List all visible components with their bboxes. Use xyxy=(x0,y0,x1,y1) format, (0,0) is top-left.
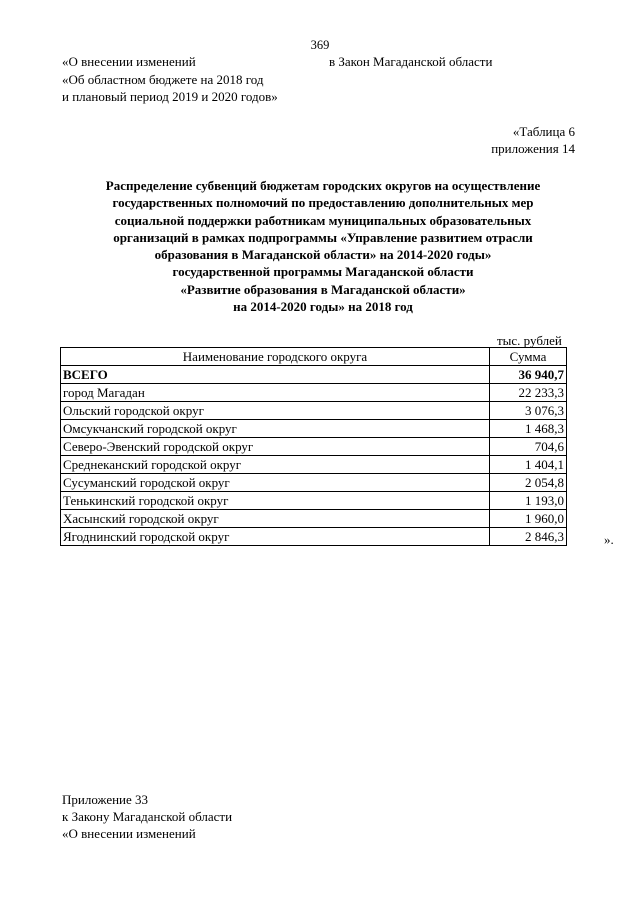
header-name: Наименование городского округа xyxy=(61,348,490,366)
header-line-1-right: в Закон Магаданской области xyxy=(329,54,493,69)
row-sum: 22 233,3 xyxy=(490,384,567,402)
table-row xyxy=(61,438,567,456)
subvention-table xyxy=(60,347,567,546)
table-row xyxy=(61,492,567,510)
table-total-row xyxy=(61,366,567,384)
row-sum: 3 076,3 xyxy=(490,402,567,420)
table-reference-line-2: приложения 14 xyxy=(491,141,575,156)
table-row xyxy=(61,420,567,438)
total-sum: 36 940,7 xyxy=(490,366,567,384)
row-name: Северо-Эвенский городской округ xyxy=(61,438,490,456)
row-sum: 2 054,8 xyxy=(490,474,567,492)
table-closing-mark: ». xyxy=(604,532,614,547)
document-title xyxy=(40,177,606,315)
title-line: социальной поддержки работникам муниципальных образовательных xyxy=(114,212,532,228)
row-name: Омсукчанский городской округ xyxy=(61,420,490,438)
row-sum: 2 846,3 xyxy=(490,528,567,546)
row-name: Ягоднинский городской округ xyxy=(61,528,490,546)
table-row xyxy=(61,456,567,474)
header-line-1: «О внесении изменений xyxy=(62,54,196,69)
units-label: тыс. рублей xyxy=(497,333,562,348)
title-line: Распределение субвенций бюджетам городских округов на осуществление xyxy=(105,178,541,193)
table-row xyxy=(61,402,567,420)
footer-line-3: «О внесении изменений xyxy=(62,826,196,841)
title-line: на 2014-2020 годы» на 2018 год xyxy=(233,299,413,315)
header-line-2: «Об областном бюджете на 2018 год xyxy=(62,72,264,87)
footer-line-2: к Закону Магаданской области xyxy=(62,809,233,824)
page-number: 369 xyxy=(310,38,330,52)
row-name: Тенькинский городской округ xyxy=(61,492,490,510)
table-row xyxy=(61,528,567,546)
title-line: государственных полномочий по предоставлению дополнительных мер xyxy=(112,195,534,211)
footer-line-1: Приложение 33 xyxy=(62,792,149,807)
header-sum: Сумма xyxy=(490,348,567,366)
row-name: Сусуманский городской округ xyxy=(61,474,490,492)
table-reference-line-1: «Таблица 6 xyxy=(512,124,575,139)
table-row xyxy=(61,474,567,492)
row-sum: 1 468,3 xyxy=(490,420,567,438)
row-sum: 1 404,1 xyxy=(490,456,567,474)
row-name: Хасынский городской округ xyxy=(61,510,490,528)
row-name: Среднеканский городской округ xyxy=(61,456,490,474)
title-line: организаций в рамках подпрограммы «Управление развитием отрасли xyxy=(113,229,533,245)
row-sum: 1 193,0 xyxy=(490,492,567,510)
row-name: город Магадан xyxy=(61,384,490,402)
header-line-3: и плановый период 2019 и 2020 годов» xyxy=(62,89,278,104)
table-header-row xyxy=(61,348,567,366)
title-line: образования в Магаданской области» на 2014-2020 годы» xyxy=(154,247,492,263)
row-sum: 704,6 xyxy=(490,438,567,456)
row-sum: 1 960,0 xyxy=(490,510,567,528)
title-line: «Развитие образования в Магаданской области» xyxy=(180,281,466,297)
table-row xyxy=(61,510,567,528)
table-row xyxy=(61,384,567,402)
title-line: государственной программы Магаданской области xyxy=(172,264,474,280)
total-name: ВСЕГО xyxy=(61,366,490,384)
row-name: Ольский городской округ xyxy=(61,402,490,420)
